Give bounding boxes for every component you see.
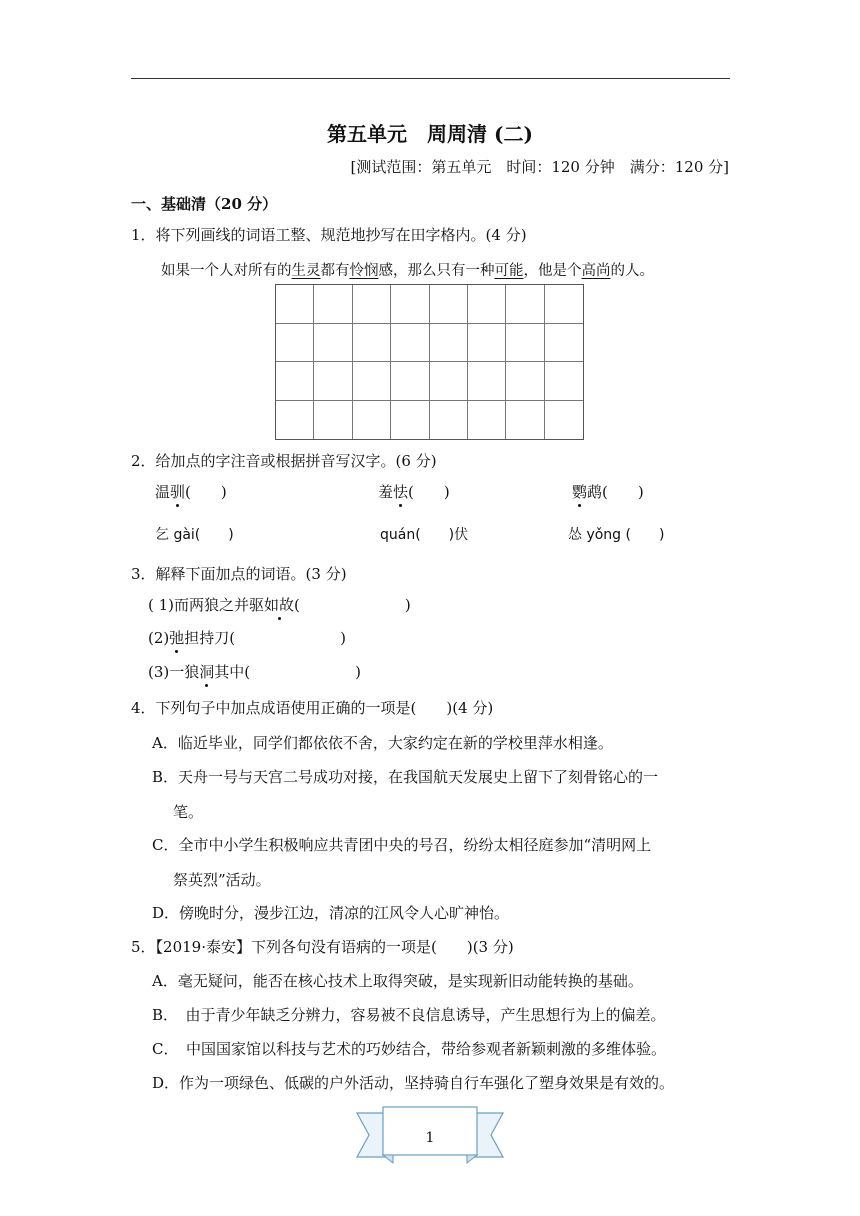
q5-option-d[interactable]: D．作为一项绿色、低碳的户外活动，坚持骑自行车强化了塑身效果是有效的。 (152, 1074, 675, 1092)
q4-stem: 4．下列句子中加点成语使用正确的一项是( )(4 分) (131, 699, 494, 717)
q3-1-dotted: 如故 (264, 596, 295, 614)
q1-text-2: 都有 (320, 263, 350, 279)
q1-text-4: ，他是个 (523, 263, 582, 279)
q2-c-dotted: 鹦 (572, 483, 588, 501)
q2-c-text: 鹉 (587, 483, 603, 501)
q5-option-b[interactable]: B． 由于青少年缺乏分辨力，容易被不良信息诱导，产生思想行为上的偏差。 (152, 1006, 666, 1024)
q1-word-1: 生灵 (291, 263, 321, 279)
header-rule (131, 78, 730, 79)
q2-b-text: 羞 (378, 483, 394, 501)
q4-option-d[interactable]: D．傍晚时分，漫步江边，清凉的江风令人心旷神怡。 (152, 904, 510, 922)
q3-stem: 3．解释下面加点的词语。(3 分) (131, 565, 347, 583)
q5-stem: 5．【2019·泰安】下列各句没有语病的一项是( )(3 分) (131, 938, 514, 956)
q1-text-5: 的人。 (610, 263, 654, 279)
q2-item-f[interactable]: 怂 yǒng ( ) (568, 527, 665, 543)
q3-2-dotted: 弛 (169, 629, 185, 647)
q2-item-b (378, 481, 450, 502)
q4-option-b[interactable]: B．天舟一号与天宫二号成功对接，在我国航天发展史上留下了刻骨铭心的一 (152, 768, 659, 786)
q1-word-2: 怜悯 (349, 263, 379, 279)
q1-stem: 1．将下列画线的词语工整、规范地抄写在田字格内。(4 分) (131, 226, 527, 244)
q1-text-3: 感，那么只有一种 (378, 263, 495, 279)
q4-option-c[interactable]: C．全市中小学生积极响应共青团中央的号召，纷纷太相径庭参加“清明网上 (152, 836, 652, 854)
q2-b-dotted: 怯 (393, 483, 409, 501)
q3-1-text: ( 1)而两狼之并驱 (148, 596, 265, 614)
q3-3-dotted: 洞 (199, 663, 215, 681)
q2-a-dotted: 驯 (170, 483, 186, 501)
q1-word-3: 可能 (494, 263, 524, 279)
q1-sentence (161, 259, 654, 280)
q4-option-a[interactable]: A．临近毕业，同学们都依依不舍，大家约定在新的学校里萍水相逢。 (152, 734, 613, 752)
q3-1-blank[interactable]: ( ) (294, 596, 411, 614)
page-number: 1 (425, 1130, 435, 1146)
q3-item-3 (148, 661, 361, 682)
q3-2-blank[interactable]: 担持刀( ) (184, 629, 346, 647)
section-heading: 一、基础清（20 分） (131, 195, 278, 213)
q3-2-num: (2) (148, 629, 170, 647)
q4-option-c-cont: 祭英烈”活动。 (173, 871, 271, 889)
q2-a-blank[interactable]: ( ) (185, 483, 227, 501)
q2-item-d[interactable]: 乞 gài( ) (155, 527, 234, 543)
page-title: 第五单元 周周清 (二) (327, 122, 533, 146)
q3-item-2 (148, 627, 346, 648)
q1-word-4: 高尚 (581, 263, 611, 279)
test-info: [测试范围：第五单元 时间：120 分钟 满分：120 分] (350, 158, 729, 176)
q2-b-blank[interactable]: ( ) (408, 483, 450, 501)
q2-c-blank[interactable]: ( ) (602, 483, 644, 501)
q5-option-c[interactable]: C． 中国国家馆以科技与艺术的巧妙结合，带给参观者新颖刺激的多维体验。 (152, 1040, 666, 1058)
q2-item-c (572, 481, 644, 502)
q2-item-e[interactable]: quán( )伏 (380, 527, 469, 543)
q3-3-blank[interactable]: 其中( ) (214, 663, 361, 681)
q4-option-b-cont: 笔。 (173, 803, 204, 821)
q2-item-a (155, 481, 227, 502)
q1-text-1: 如果一个人对所有的 (161, 263, 292, 279)
q2-stem: 2．给加点的字注音或根据拼音写汉字。(6 分) (131, 452, 437, 470)
q3-3-text: (3)一狼 (148, 663, 200, 681)
q5-option-a[interactable]: A．毫无疑问，能否在核心技术上取得突破，是实现新旧动能转换的基础。 (152, 972, 643, 990)
writing-grid[interactable] (275, 284, 584, 440)
q2-a-text: 温 (155, 483, 171, 501)
q3-item-1 (148, 594, 411, 615)
